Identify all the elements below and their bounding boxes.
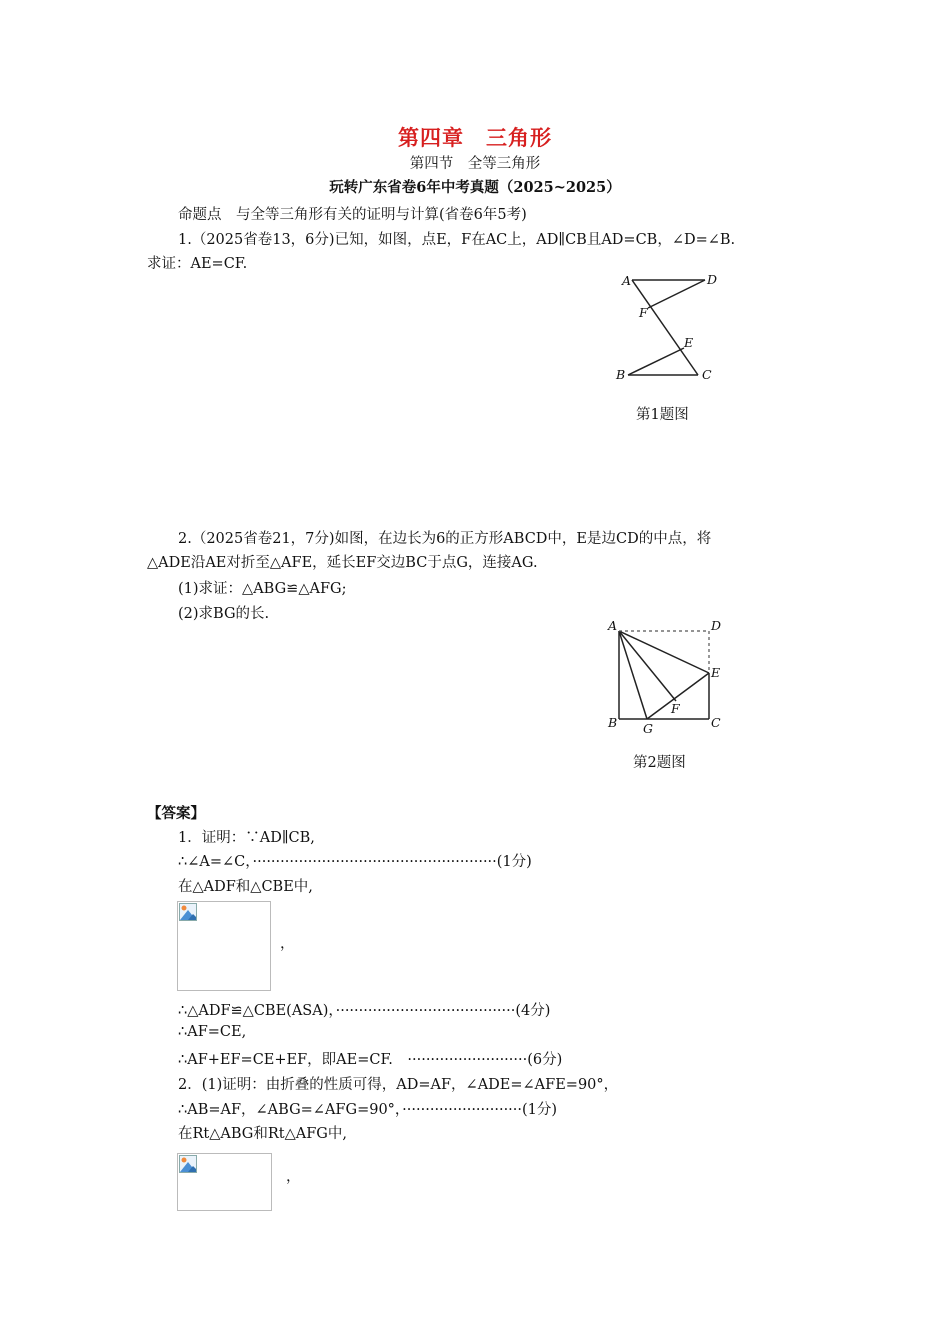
broken-image-placeholder: [177, 901, 271, 991]
q1-figure: [610, 265, 730, 385]
label-D: D: [711, 618, 722, 633]
label-A: A: [622, 273, 632, 288]
label-C: C: [711, 715, 721, 730]
a1-line6: ∴AF+EF=CE+EF，即AE=CF. ··························(6分): [178, 1052, 563, 1068]
section-header: 玩转广东省卷6年中考真题（2025~2025）: [329, 179, 621, 196]
label-A: A: [608, 618, 618, 633]
a1-line4: ∴△ADF≌△CBE(ASA)，·······································(4分): [178, 1003, 551, 1019]
q1-caption: 第1题图: [636, 407, 689, 423]
label-E: E: [711, 665, 721, 680]
segment-BE: [628, 348, 684, 375]
label-B: B: [608, 715, 618, 730]
a1-line5: ∴AF=CE,: [178, 1024, 247, 1040]
label-B: B: [616, 367, 626, 382]
q2-part1: (1)求证：△ABG≌△AFG;: [178, 581, 347, 597]
q1-text-line1: 1.（2025省卷13，6分)已知，如图，点E，F在AC上，AD∥CB且AD=CB，∠D=∠B.: [178, 232, 736, 248]
topic-line: 命题点 与全等三角形有关的证明与计算(省卷6年5考): [178, 207, 527, 223]
label-E: E: [684, 335, 694, 350]
a1-comma: ，: [280, 936, 295, 952]
chapter-title: 第四章 三角形: [398, 125, 552, 150]
segment-DF: [648, 280, 705, 308]
label-C: C: [702, 367, 712, 382]
a2-line2: ∴AB=AF，∠ABG=∠AFG=90°，··························(1分): [178, 1102, 558, 1118]
a1-line1: 1．证明：∵AD∥CB,: [178, 830, 315, 846]
broken-image-icon: [179, 1155, 197, 1173]
section-subtitle: 第四节 全等三角形: [409, 156, 541, 172]
a2-line1: 2．(1)证明：由折叠的性质可得，AD=AF，∠ADE=∠AFE=90°，: [178, 1077, 619, 1093]
q2-text-line1: 2.（2025省卷21，7分)如图，在边长为6的正方形ABCD中，E是边CD的中点，将: [178, 531, 712, 547]
q2-part2: (2)求BG的长.: [178, 606, 270, 622]
label-D: D: [707, 272, 718, 287]
q2-figure: [603, 615, 728, 740]
a2-comma: ，: [286, 1169, 301, 1185]
a1-line2: ∴∠A=∠C，·····················································(1分): [178, 854, 532, 870]
segment-AC: [632, 280, 698, 375]
answer-heading: 【答案】: [147, 805, 205, 822]
q2-text-line2: △ADE沿AE对折至△AFE，延长EF交边BC于点G，连接AG.: [147, 555, 538, 571]
label-F: F: [639, 305, 648, 320]
q2-caption: 第2题图: [633, 755, 686, 771]
label-F: F: [671, 701, 680, 716]
a2-line3: 在Rt△ABG和Rt△AFG中,: [178, 1126, 347, 1142]
label-G: G: [643, 721, 653, 736]
a1-line3: 在△ADF和△CBE中,: [178, 879, 313, 895]
broken-image-icon: [179, 903, 197, 921]
q1-text-line2: 求证：AE=CF.: [147, 256, 248, 272]
broken-image-placeholder: [177, 1153, 272, 1211]
